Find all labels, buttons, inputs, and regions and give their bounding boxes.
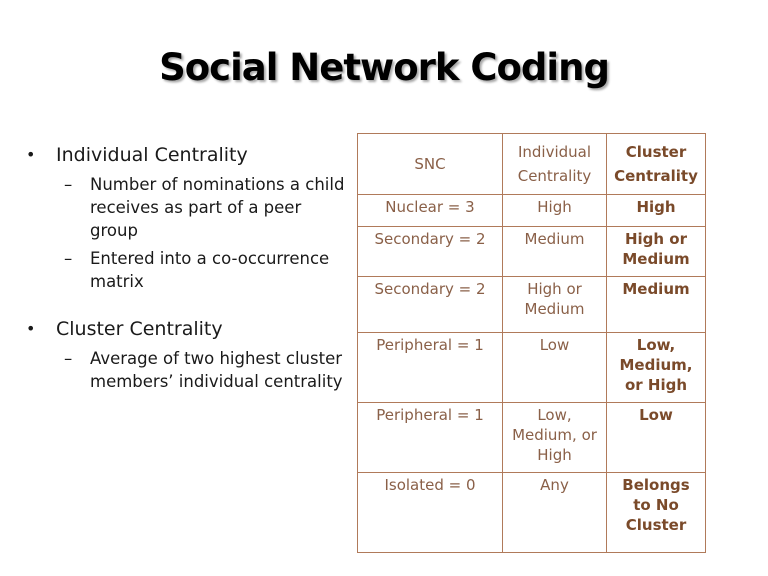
table-header-row [358,134,706,195]
table-row [358,277,706,333]
table-cell: Low [503,333,607,403]
table-row [358,333,706,403]
table-row [358,227,706,277]
table-cell: Peripheral = 1 [358,333,503,403]
dash-icon: – [64,249,73,268]
header-cell: SNC [358,134,503,195]
table-cell: Any [503,473,607,553]
table-cell: Medium [503,227,607,277]
table-cell: Low, Medium, or High [607,333,706,403]
bullet-text: Cluster Centrality [56,318,223,340]
table-row [358,473,706,553]
bullet-text: Individual Centrality [56,144,248,166]
table-row [358,403,706,473]
sub-bullet-text: Number of nominations a child receives as part of a peer group [90,175,345,240]
dash-icon: – [64,349,73,368]
slide-title: Social Network Coding [159,46,609,89]
sub-bullet-text: Entered into a co-occurrence matrix [90,249,330,291]
table-cell: Low, Medium, or High [503,403,607,473]
table-row [358,195,706,227]
table-cell: Peripheral = 1 [358,403,503,473]
table-cell: High or Medium [607,227,706,277]
sub-bullet-item [24,173,354,242]
bullet-list [24,142,354,393]
table-cell: High [503,195,607,227]
sub-bullet-item [24,347,354,393]
sub-bullet-item [24,247,354,293]
table-cell: Secondary = 2 [358,277,503,333]
bullet-item [24,142,354,168]
table-cell: High [607,195,706,227]
header-cell: Cluster Centrality [607,134,706,195]
table-cell: Nuclear = 3 [358,195,503,227]
table-cell: Belongs to No Cluster [607,473,706,553]
table-cell: Secondary = 2 [358,227,503,277]
dash-icon: – [64,175,73,194]
table-cell: Isolated = 0 [358,473,503,553]
table-cell: Medium [607,277,706,333]
sub-bullet-text: Average of two highest cluster members’ individual centrality [90,349,343,391]
table-cell: Low [607,403,706,473]
header-cell: Individual Centrality [503,134,607,195]
bullet-dot-icon: • [26,145,36,164]
bullet-item [24,316,354,342]
table-cell: High or Medium [503,277,607,333]
bullet-dot-icon: • [26,319,36,338]
snc-table [357,133,706,553]
